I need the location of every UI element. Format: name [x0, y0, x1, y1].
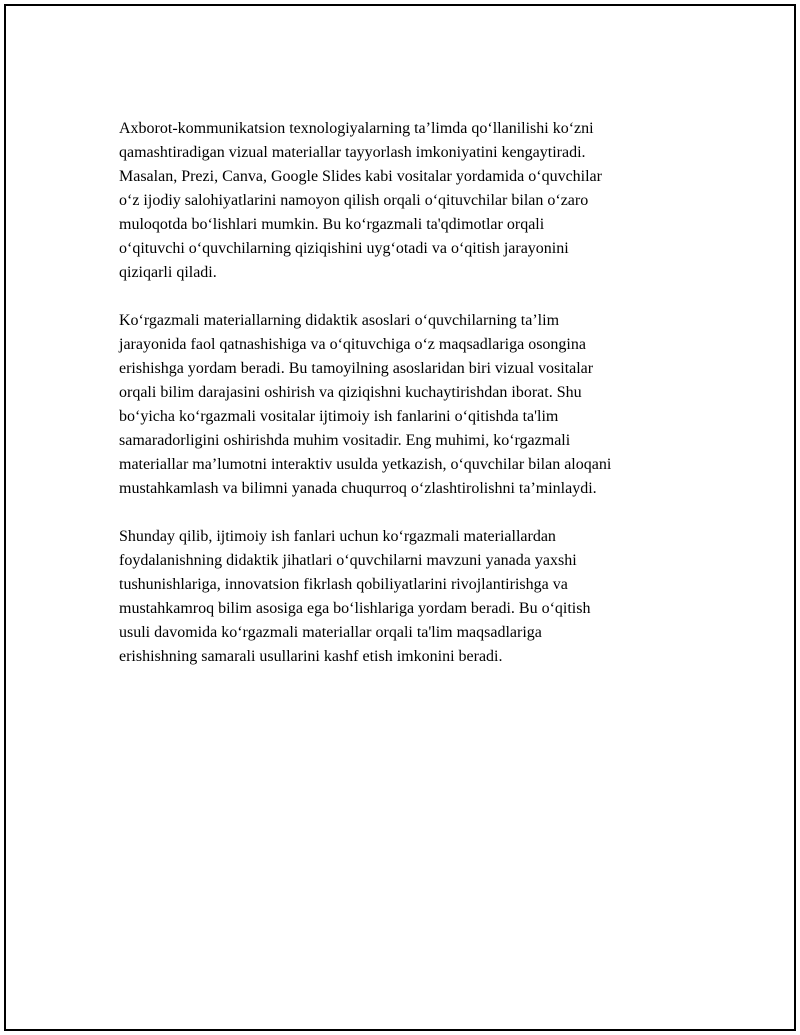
paragraph-line: bo‘yicha ko‘rgazmali vositalar ijtimoiy ish fanlarini o‘qitishda ta'lim [119, 408, 559, 425]
paragraph-line: erishishning samarali usullarini kashf etish imkonini beradi. [119, 648, 503, 665]
paragraph-3 [119, 525, 679, 669]
paragraph-line: jarayonida faol qatnashishiga va o‘qituvchiga o‘z maqsadlariga osongina [119, 336, 586, 353]
paragraph-line: orqali bilim darajasini oshirish va qiziqishni kuchaytirishdan iborat. Shu [119, 384, 582, 401]
paragraph-line: qiziqarli qiladi. [119, 264, 217, 281]
document-body [119, 117, 679, 669]
paragraph-line: mustahkamroq bilim asosiga ega bo‘lishlariga yordam beradi. Bu o‘qitish [119, 600, 591, 617]
paragraph-line: qamashtiradigan vizual materiallar tayyorlash imkoniyatini kengaytiradi. [119, 144, 586, 161]
paragraph-line: Ko‘rgazmali materiallarning didaktik asoslari o‘quvchilarning ta’lim [119, 312, 560, 329]
paragraph-line: foydalanishning didaktik jihatlari o‘quvchilarni mavzuni yanada yaxshi [119, 552, 577, 569]
paragraph-line: materiallar ma’lumotni interaktiv usulda yetkazish, o‘quvchilar bilan aloqani [119, 456, 612, 473]
paragraph-line: Axborot-kommunikatsion texnologiyalarning ta’limda qo‘llanilishi ko‘zni [119, 120, 594, 137]
paragraph-line: usuli davomida ko‘rgazmali materiallar orqali ta'lim maqsadlariga [119, 624, 542, 641]
paragraph-line: o‘z ijodiy salohiyatlarini namoyon qilish orqali o‘qituvchilar bilan o‘zaro [119, 192, 589, 209]
paragraph-line: muloqotda bo‘lishlari mumkin. Bu ko‘rgazmali ta'qdimotlar orqali [119, 216, 545, 233]
paragraph-1 [119, 117, 679, 285]
paragraph-line: erishishga yordam beradi. Bu tamoyilning asoslaridan biri vizual vositalar [119, 360, 594, 377]
paragraph-line: o‘qituvchi o‘quvchilarning qiziqishini uyg‘otadi va o‘qitish jarayonini [119, 240, 569, 257]
paragraph-line: Masalan, Prezi, Canva, Google Slides kabi vositalar yordamida o‘quvchilar [119, 168, 602, 185]
paragraph-line: tushunishlariga, innovatsion fikrlash qobiliyatlarini rivojlantirishga va [119, 576, 568, 593]
document-page [4, 4, 796, 1031]
paragraph-2 [119, 309, 679, 501]
paragraph-line: mustahkamlash va bilimni yanada chuqurroq o‘zlashtirolishni ta’minlaydi. [119, 480, 597, 497]
paragraph-line: Shunday qilib, ijtimoiy ish fanlari uchun ko‘rgazmali materiallardan [119, 528, 556, 545]
paragraph-line: samaradorligini oshirishda muhim vositadir. Eng muhimi, ko‘rgazmali [119, 432, 571, 449]
